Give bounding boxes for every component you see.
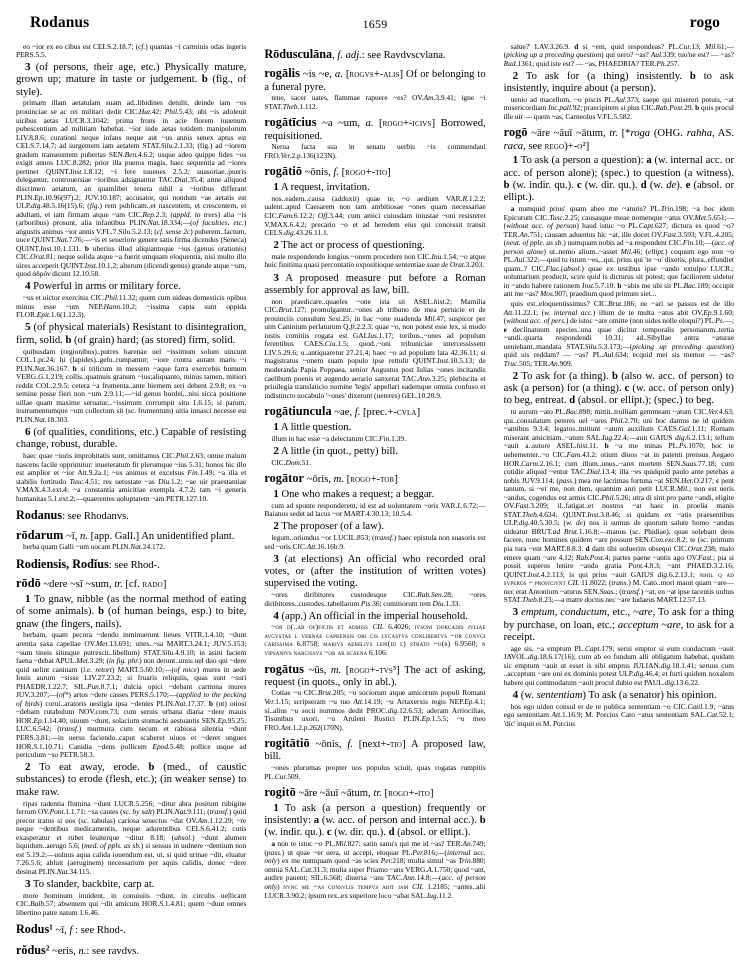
sense-number: 4 [25,280,31,293]
entry-rodus-2: rŏdus² ~eris, n.: see ravdvs. [16,942,140,957]
entry-rogatiuncula: rogātiuncula ~ae, f. [prec.+-cvla] [264,404,421,419]
sense-5: 5 (of physical materials) Resistant to disintegration, firm, solid. b (of grain) hard; (as stored) firm, solid. [16,321,247,346]
headword: rŏdus² [16,942,50,957]
rogito-sense-2-quotes: uenio ad macellum, ~o piscis PL.Aul.373; saepe qui misereri potuis, ~at misericordiam Inc.pall.92; praecipitem si plus CIC.Rab.Post.29. b quis procul ille uir — quem ~as, Carneolus V.FL.5.582. [503,94,734,121]
sense-number: 2 [273,444,279,457]
sense-number: 3 [25,877,31,890]
sense-number: 4 [273,609,279,622]
sense-number: 2 [25,761,31,774]
entry-rogatus: rogātus ~ūs, m. [rogo+-tvs³] The act of asking, request (in quots., only in abl.). [264,661,486,688]
headword: rogātīcius [264,115,317,130]
sense-4-quotes: ~us et uictor exercitus CIC.Phil.11.32; quem cum uideas domesticis opibus minus esse ~um NEP.Hann.10.2; ~issima capta sunt oppida FLOR.Epit.1.6(1.12.3). [16,293,247,320]
rogo-sense-4: 4 (w. sententiam) To ask (a senator) his opinion. [512,688,717,701]
sense-number: 1 [273,420,279,433]
rogatiuncula-sense-1: 1 A little question. [273,420,352,433]
entry-rogito: rogitō ~āre ~āuī ~ātum, tr. [rogo+-ito] [264,785,434,800]
rogatio-sense-3-quotes: non praedicare..quaeles ~one ista sit ASEL.hist.2; Mamilia CIC.Brut.127; promulgantur..~ones ab tribuno de mea pernicie et de prouinciis consulum Sest.25; in hac ~one suadenda Mil.47; suspicor per uim Caninium perlaturum Q.fr.2.2.3; quae ~o, non potest esse lex, si modo iustis comitiis rogata est GAI.Ius.1.17; toribus..~ones ad populum ferentibus CAES.Ciu.1.5; quod..~oni tribuniciae intercessissent LIV.5.29.6; u..antiquaretur 27.21.4; haec ~o ad populum lata 42.36.11; si magistratus ~onem suam populo ipse rettulit QUINT.Inst.10.5.13; de moderanda Papia Poppaea, senior Augustus post Iulias ~ones incitandis caelibum poenis et augendo aerario sanxerat TAC.Ann.3.25; plebiscita et priuilegia translaticio nomine 'legis' appellari eademque omnia confuso et indistincto uocabulo '~ones' dixerunt (ueteres) GEL.10.20.9. [264,296,486,400]
rogatio-sense-3: 3 A proposed measure put before a Roman assembly for approval as law, bill. [264,271,486,296]
column-2 [255,42,494,901]
entry-rogitatio: rogitātiō ~ōnis, f. [next+-tio] A proposed law, bill. [264,736,486,763]
entry-rogalis: rogālis ~is ~e, a. [rogvs+-alis] Of or belonging to a funeral pyre. [264,66,486,93]
entry-rodusculana: Rōdusculāna, f. adj.: see Ravdvscvlana. [264,47,446,61]
sense-5-quotes: quibusdam (regionibus)..putres harenae uel ~issimum solum uincunt COL.1.pr.24; hi (lapides)..gelu..rumpantur; ~iore contra auram maris ~i PLIN.Nat.36.167. b si triticum in messem ~aque farra exercebis humum VERG.G.1.219; collis..quamuis granum ~ius;aliquanto, minus tamen, mitiori reddit COL.2.9.5; cetera ~a frumenta..ante hiemem seri debent 2.9.8; ex ~o semine posse fieri non ~um 2.9.11;—~id genus hordei,..nisi sicca positione uillae quam maxime seruatur,..~issimum corrumpit situ 1.6.15; si parum, instrumentumque ~um collectum sit (sc. frumentum) uitia innasci necesse est PLIN.Nat.18.303. [16,346,247,424]
running-head [16,14,734,38]
rogatiuncula-sense-2-quotes: CIC.Dom.51. [271,457,311,467]
sense-3: 3 (of persons, their age, etc.) Physically mature, grown up; mature in taste or judgement. b (fig., of style). [16,61,247,98]
rogo-sense-2: 2 To ask for (a thing). b (also w. acc. of person) to ask (a person) for (a thing). c (w. acc. of person only) to beg, entreat. d (absol. or ellipt.); (spec.) to beg. [503,369,734,407]
entry-rodo: rōdō ~dere ~sī ~sum, tr. [cf. rado] [16,576,167,591]
sense-number: 2 [512,69,519,82]
sense-6-quotes: haec quae ~ioris improbitatis sunt, omittamus CIC.Phil.2.63; omne malum nascens facile opprimitur: inueteratum fit plerumque ~ius 5.31; honos hic illo est amplior et ~ior Att.9.2a.1; ~us animus et excelsus Fin.1.49; ~a illa et stabilis fortitudo Tusc.4.51; res uetustate ~as Diu.1.2; ~ae uir praestantiae V.MAX.4.3.ext.4; ~a constantia amicitiae exempla 4.7.2; tam ~i generis humanitas 5.1.ext.2;—quaerentes uoluptatem ~am PETR.127.10. [16,451,247,503]
sense-number: 5 [25,321,31,334]
rogatus-quotes: Cottae ~u CIC.Brut.205; ~u sociorum atque amicorum populi Romani Ver.1.15; scripseram ~u tuo Att.14.19; ~u Artaxerxis regis NEP.Ep.4.1; si..alius ~u socii nummos dedit PROC.dig.12.6.53; aderam Arriociliae, Tisonibus uxori, ~u Aruleni Rustici PLIN.Ep.1.5.5; ~u meo FRO.Ant.1.2.p.262(170N). [264,688,486,732]
rogatio-sense-1: 1 A request, invitation. [273,181,370,194]
sense-number: 1 [273,181,279,194]
rogator-sense-3: 3 (at elections) An official who recorded oral votes, or (after the institution of written votes) supervised the voting. [264,552,486,590]
running-head-left: Rodanus [30,14,90,31]
rogator-sense-3-quotes: ~ores diribitores custodesque CIC.Rab.Sen.28; ~ores diribitores..custodes..tabellarum Pis.36; comitiorum rem Diu.1.33. [264,589,486,608]
rogator-sense-4: 4 (app.) An official in the imperial household. [273,609,468,622]
rodo-sense-2-quotes: ripas radentia flumina ~dunt LUCR.5.256; ~ditur abra positum rubigine ferrum OV.Pont.1.1.71; ~sa cautes (sc. by salt) PLIN.Nat.9.111; (transf.) quid precor iratus si uos (sc. tabulas) cariosa senectus ~dat OV.Am.1.12.29; ~re neque ~dentibus medicamentis, neque adurentibus CELS.6.41.2; cutis exasperatur et rubet leuiterque ~ditur 8.18; (absol.) ~dunt alumen liquidum..aerugo 5.6; (med. of ppls. as sb.) si sensus in uulnere ~dentium non est 5.19.2;—uulnus aqua calida iouendum est, ut, si quid urinae ~dit, eluatur 7.26.5.6; abluit (aeruginem) necessarium per aquis calidis, donec ~dere desinat PLIN.Nat.34.115. [16,798,247,876]
rodo-sense-3-quotes: more hominum inuident, in conuiuiis ~dunt, in circulis uellicant CIC.Balb.57; absentem qui ~dit amicum HOR.S.1.4.81; quem ~dunt omnes libertino patre natum 1.6.46. [16,890,247,917]
sense-number: 2 [273,239,279,252]
rogo-sense-1-quotes: a numquid prius' quam abeo me ~aturis? PL.Trin.198; ~a hoc idem Epicurum CIC.Tusc.2.25; causasque meae nomenque ~atus OV.Met.5.651;—(without acc. of person) haud istuc ~o PL.Capt.627; dictura es quod ~o? TER.An.751; causam aduentus hic ~at, ille docet OV.Fast.3.593; V.FL.4.205;(neut. of pple. as sb.) numquam nobis ad ~a respondent CIC.Fin.10;—(acc. of person alone) ut..nemo alium..~asset Mil.46; (ellipt.) coquum ego non ~o PL.Aul.322;—quid tu istum ~es,..qui, prius qui 'te ~o' dixeris, plura..effundiet quam..? CIC.Flac.(absol.) quae ex testibus ipse ~ando extulpo LUCR.; uoluntarium producit, scire quid is dicturus sit potest; que faciliorem uidetur in ~ando habere rationem Inst.5.7.10. b ~abis me ubi sit PL.Bac.189; occupit ant me ~as? Mos.907; praedium quod primum siet... [503,203,734,299]
headword: Rodanus [16,508,63,523]
rogo-sense-2-quotes: tu aurum ~ato PL.Bac.898; mittit..trulliam gemmeam ~atum CIC.Ver.4.63; qui..consulatum peteres uel ~ares Phil.2.70; uni hoc damus ne id quidem ~antibus 9.3.4; legatos..mittunt ~atum auxilium CAES.Gal.1.11; Romam miserant amicitiam..~atum SAL.Iug.22.4;—auit GAIUS dig.6.2.13.1; tellum ~auit a..sutore ASEL.hist.11. b ~a me minas PL.Ps.1070; hoc te uehementer..~o CIC.Fam.43.2; otium diuos ~at in patenti prensus Aegaeo HOR.Carm.2.16.1; cum illum..unus..~aret mortem SEN.Suas.77.18; cum cotidie aliquid ~entur TAC.Dial.13.4; illa ~es quidquid paulo ante petebas a nobis JUV.9.114; (pass.) mea me lacrimas fortuna ~at SEN.Her.O.217; c pent tantum, si ~et me, non dem, quantum anri petit LUCR.Mil.; non est uerís ~andus, cogendus est armis CIC.Phil.5.26; utra di sint pro parte ~andi, eligite OV.Fast.3.209; il..fatigat..et nostros ~at haec in proelia manis STAT.Theb.4.634; QUINT.Inst.3.8.46; si quidam ex ~atis praesentibus ULP.dig.40.5.30.5; (w. de) nos ii sumus de quorum salute homo ~andus uideatur BRUT.ad Brut.1.16.8;—manus (sc. Phidiae), quae solebant deos facere, nunc homines quidem ~are possunt SEN.Con.exc.8.2; te (sc. primum pia tura ~ent MART.8.8.3. d dam tibi uoluerim obsequi CIC.Orat.238; malo emere quam ~are 4.12; Rab.Post.4; partes paene ~antis ago OV.Fast.; pia si possit superos lenire ~ando gratia Pont.4.8.3; ~ant PHAED.3.2.16; QUINT.Inst.4.2.113; is qui prius ~auit GAIUS dig.6.2.13.1; nihil q ad svperos ~ proficivnt CIL 11.8022; (trans.) M. Cato..mori mauit quam ~are—nec erat Antonium ~aturus SEN.Suas.; (transf.) ~at, en ~at ipse tacentis uultus STAT.Theb.8.23;—a matre doctus nec ~are Iudaeus MART.12.57.13. [503,407,734,605]
sense-number: 2 [512,369,519,382]
entry-rodarum: rōdarum ~ī, n. [app. Gall.] An unidentified plant. [16,527,235,542]
headword: rōdarum [16,527,64,542]
sense-number: 1 [512,154,519,167]
page-number: 1659 [362,17,388,31]
rodarum-quotes: herba quam Galli ~um uocant PLIN.Nat.24.172. [23,542,165,552]
headword: rogitātiō [264,736,310,751]
running-head-right: rogo [689,14,720,31]
headword: rogālis [264,66,301,81]
rogatio-sense-2-quotes: male respondendo longius ~onem procedere non CIC.Inu.1.54; ~o atque huic finitima quasi percontatio expositioque sententiae suae de Orat.3.203. [264,251,486,270]
entry-rogatio: rogātiō ~ōnis, f. [rogo+-tio] [264,164,391,179]
rogatio-sense-2: 2 The act or process of questioning. [273,239,425,252]
rogo-sense-3-quotes: age sis, ~a emptum PL.Capt.179; serui emptor si eum conductum ~auit JAVOL.dig.18.6.17(16); cum ab eo fundum alii obligatum habebat, quidam sic emptum ~auit ut esset is sibi emptus JULIAN.dig.18.1.41; seruus cum ..acceptum ~are uni ex dominis potest ULP.dig.46.4; et furti quidem noxalem habere qui commodatum ~auit procul dubio est PAUL.dig.13.6.22. [503,643,734,687]
headword: rogō [503,125,528,140]
headword: rogātiuncula [264,404,332,419]
continued-quotes: eo ~ior ex eo cibus est CELS.2.18.7; (cf.) quantas ~i carminis odas ingeris PERS.5.5. [16,42,247,60]
continued-quotes-right: salue?' LAV.3.26.9. d si ~em, quid respondeas? PL.Cur.13; Mil.61;—(picking up a preceding question) qui uero? ~as? Aul.339; tuo'ne est? — ~as? Rud.1361; quid iste est? — ~as, PHAEDRIA? TER.Ph.257. [503,42,734,68]
sense-4: 4 Powerful in arms or military force. [25,280,181,293]
column-3 [495,42,734,729]
rogator-sense-4-quotes: ~or d(..ab of)ficiis et admiss CIL 6.4026; ivsoni dorcadis ivliae avgvstae l vernae caprensis ori cis lycastvs conlibertvs ~or convgi carissima 6.8758; marivs aemilivs lepi(di l) strato ~o(r) 6.9560; n vipsanivs narcissvs ~or ab scaena 6.106. [264,622,486,657]
rogator-sense-1: 1 One who makes a request; a beggar. [273,487,435,500]
column-1 [16,42,255,962]
headword: rogātor [264,471,305,486]
entry-rogator: rogātor ~ōris, m. [rogo+-tor] [264,471,398,486]
rogito-sense-1: 1 To ask (a person a question) frequently or insistently: a (w. acc. of person and internal acc.). b (w. indir. qu.). c (w. dir. qu.). d (absol. or ellipt.). [264,801,486,839]
sense-number: 1 [273,801,279,814]
rogo-sense-1: 1 To ask (a person a question): a (w. internal acc. or acc. of person alone); (spec.) to question (a witness). b (w. indir. qu.). c (w. dir. qu.). d (w. de). e (absol. or ellipt.). [503,154,734,204]
sense-number: 3 [273,552,279,565]
entry-rodus-1: Rodus¹ ~ī, f : see Rhod-. [16,922,126,937]
rogatiuncula-sense-1-quotes: illum in hac esse ~a delectatum CIC.Fin.1.39. [271,433,406,443]
entry-rogo: rogō ~āre ~āuī ~ātum, tr. [*roga (OHG. rahha, AS. raca, see rego)+-o²] [503,125,734,152]
entry-rogaticius: rogātīcius ~a ~um, a. [rogo+-icivs] Borrowed, requisitioned. [264,115,486,142]
sense-number: 3 [25,61,31,74]
sense-6: 6 (of qualities, conditions, etc.) Capable of resisting change, robust, durable. [16,425,247,451]
entry-rodanus: Rodanus: see Rhodanvs. [16,508,129,523]
sense-number: 3 [512,606,519,619]
rogaticius-quotes: Nerua facta sua in senatu uerbis ~is commendaui FRO.Ver.2.p.136(123N). [264,142,486,160]
entry-rodiensis: Rodiensis, Rodĭus: see Rhod-. [16,556,160,571]
sense-number: 1 [25,593,31,606]
rodo-sense-1-quotes: herbam, quam pecora ~dendo inminuerunt lieues VITR.1.4.10; ~dunt arentia saxa capellae OV.Met.13.691; uites..~sa MART.3.24.1; JUV.5.153; ~sum tineis situsque putrescit..libellum) STAT.Silu.4.9.10; in asini faciem faena ~debat APUL.Met.3.29; (in fig. phr.) non derunt..unus uel duo qui ~dere quid uelint caninam (i.e. retort) MART.5.60.10;—(of mice) mures in aede Iouis aurum ~sisse LIV.27.23.2; si fruaris reliquiis, quas sunt ~suri PHAEDR.1.22.7; SIL.Pun.8.7.1; dulcia opici ~debant carmina mures JUV.3.207;—(of*) artos ~dere casses PERS.5.170;—(applied to the pecking of birds) corui..aratoris uestigia ipsa ~dentes PLIN.Nat.17.37. b (ut) otiosi ~debam rutabulum NOV.com.73; cum seruis urbana diaria ~dere mauis HOR.Ep.1.14.40; uiuum ~dunt, solacium stomachi aestuantis SEN.Ep.95.25; LUC.6.542; (transf.) murmura cum secum et rabiosa silentia ~dunt PERS.3.81;—in uersu faciendo..caput scaberet uiuos et ~deret ungues HOR.S.1.10.71; Canidia ~dens pollicem Epod.5.48; pollice usque ad periculum ~so PETR.58.3. [16,630,247,760]
sense-number: 3 [273,271,279,284]
rogo-sense-1-quotes-2: quis est..eloquentissimus? CIC.Brut.186; ne ~ari se passus est de illo Att.11.22.1; (w. internal acc.) illum de te multa ~atus abit OV.Ep.9.1.60; (without acc. of pers.) de istoc ~are omitte (non uides nolle eloqui?) PL.Ps.—; e declinatuum species..una quae dicitur temporalis personarum..tertia ~andi..quarta respondendi 10.31; ad..Sibyllae antra ~aturae ueniebant..mandata STAT.Silu.5.3.173;—(picking up preceding question) quid uis reddam? — ~as? PL.Aul.634; ecquid mei sis memor — ~as? Truc.505; TER.An.909. [503,298,734,368]
rodo-sense-1: 1 To gnaw, nibble (as the normal method of eating of some animals). b (of human beings, esp.) to bite, gnaw (the fingers, nails). [16,593,247,630]
headword: rogātus [264,661,305,676]
headword: Rodiensis, Rodĭus [16,556,109,571]
sense-3-quotes: primam illam aetatulam suam ad..libidines detulit, deinde iam ~os prouinciae se ac rei militari dedit CIC.Har.42; Phil.5.43; ubi ~is adoleuit uiribus aetas LUCR.3.1042; prima frons in acie florem iuuenum pubescentium ad militiam habebat. ~ior inde aetas totidem manipulorum LIV.8.8.6; curationi neque infans neque aut ~us annis senex aptus est CELS.7.14.7; ad surgentem iam aetatem STAT.Silu.2.1.33; (fig.) ad ~iorem gradum transeuntem pubertas SEN.Ben.4.6.2; usque adeo quippe fides ~os exigit annos LUC.8.282; prior illa pueros magis, haec sequentia ad ~iores pertinet QUINT.Inst.1.8.12; ~i fere iuuenes 2.5.2; suasoriae..pueris delegantur, controuersiae ~ioribus adsignantur TAC.Dial.35.4; aitne aliquod discrimen aetatum, an quamlibet tenera nihil a ~ioribus differant PLIN.Ep.10.96(97).2; JUV.10.187; accusator, qui nondum ~ae aetatis est ULP.dig.48.5.16(15).6; (fig.) rem publicam..et nascentem, et crescentem, et adultam, et iam firmam atque ~am CIC.Rep.2.3; (appld. to trees) alia ~is (arboribus) prosunt, alia infantibus PLIN.Nat.18.334;—(of faculties, etc.) angustis animus ~ior annis V.FL.7.Silu.5.2.13; (cf. sense 2c) puberem..factum, uoce QUINT.Nat.7.76;—~is et seueriore genere satis firma dicendus (Seneca) QUINT.Inst.10.1.131. b uberius illud aliquantoque ~ius (genus orationis) CIC.Orat.81; neque solida atque ~a fuerit umquam eloquentia, nisi multo illo uires acceperit QUINT.Inst.10.1.2; alterum (dicendi genus) grande atque ~um, quod ἁδρόν dicunt 12.10.58. [16,98,247,279]
rodo-sense-2: 2 To eat away, erode. b (med., of caustic substances) to erode (flesh, etc.); (in weaker sense) to make raw. [16,761,247,798]
sense-number: 1 [273,487,279,500]
rogitatio-quotes: ~ones plurumas propter uos populus sciuit, quas rogatas rumpitis PL.Cur.509. [264,763,486,781]
rogito-sense-1-quotes: a non te istuc ~o PL.Mil.827; satin sanu's qui me id ~as? TER.An.749; (pass.) ut quae ~er uera, ut accepi, eloquar PL.Per.816;—(internal acc. only) ex me numquam quod ~as scies Per.218; multa simul ~as Trin.880; omnia SAL.Cat.31.3; multa super Priamo ~ans VERG.A.1.750; quod ~ant, audire pauent; SIL.6.568; diuersa ~ans TAC.Ann.14.8;—(acc. of person only) nvnc me ~as consvlis tempvs abit iam CIL 1.2185; ~antes..alii LUCR.3.90.2; ipsum rex..ex superiore loco ~abat SAL.Iug.11.2. [264,839,486,900]
sense-number: 4 [512,688,519,701]
rogo-sense-4-quotes: hos ego uideo consul et de re publica sententiam ~o CIC.Catil.1.9; ~atus ego sententiam Att.1.16.9; M. Porcius Cato ~atus sententiam SAL.Cat.52.1; 'dic' inquit ei M. Porcius [503,701,734,728]
headword: Rōdusculāna [264,47,333,61]
rogator-sense-1-quotes: cum ad sponte responderent, id est ad uoluntatem ~oris VAR.L.6.72;—Baianos sedet ad lacus ~or MART.4.30.13; 10.5.4. [264,500,486,519]
sense-number: 6 [25,425,31,438]
headword: Rodus¹ [16,922,53,937]
headword: rōdō [16,576,41,591]
rogator-sense-2-quotes: legum..oriundus ~or LUCIL.853; (transf.) haec epistula non suasoris est sed ~oris CIC.Att.16.16b.9. [264,532,486,551]
sense-number: 2 [273,520,279,533]
rodo-sense-3: 3 To slander, backbite, carp at. [25,877,155,890]
rogatiuncula-sense-2: 2 A little (in quot., petty) bill. [273,444,399,457]
rogator-sense-2: 2 The proposer (of a law). [273,520,384,533]
column-container [16,42,734,962]
headword: rogitō [264,785,296,800]
rogalis-quotes: tene, sacer uates, flammae rapuere ~es? OV.Am.3.9.41; igne ~i STAT.Theb.1.112. [264,93,486,111]
headword: rogātiō [264,164,303,179]
rogito-sense-2: 2 To ask for (a thing) insistently. b to ask insistently, inquire about (a person). [503,69,734,94]
rogatio-sense-1-quotes: nos..eadem..causa (adduxit) quae te, ~o aedium VAR.R.1.2.2; ualent..apud Caesarem non tam ambitiosae ~ones quam necessariae CIC.Fam.6.12.2; Off.3.44; cum amici cuiusdam iniustae ~oni resisteret V.MAX.6.4.2; precario ~o et ad heredem eius qui concessit transit CELS.dig.43.26.11.1. [264,193,486,238]
rogo-sense-3: 3 emptum, conductum, etc., ~are, To ask for a thing by purchase, on loan, etc.; acceptum ~are, to ask for a receipt. [503,606,734,643]
